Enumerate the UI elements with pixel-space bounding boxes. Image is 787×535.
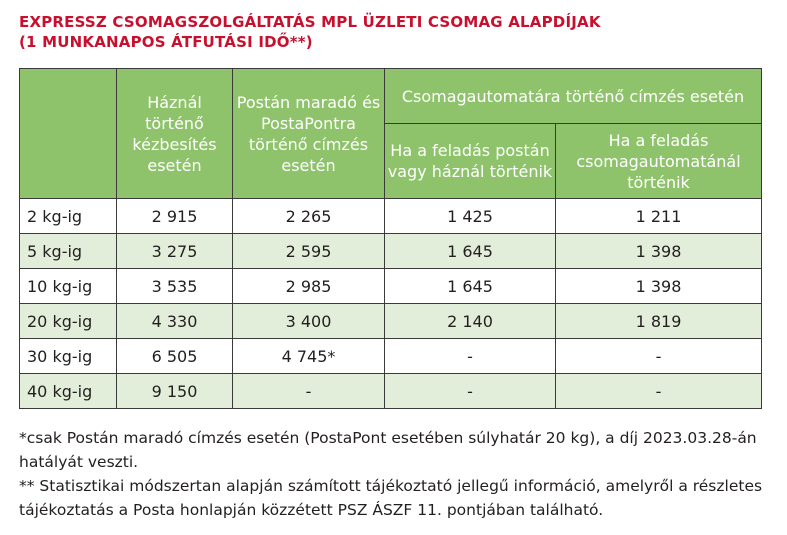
post-price-cell: 4 745*: [233, 339, 385, 374]
header-home-delivery: Háznál történő kézbesítés esetén: [117, 69, 233, 199]
locker-a-price-cell: -: [385, 339, 556, 374]
table-row: [20, 234, 762, 269]
home-price-cell: 4 330: [117, 304, 233, 339]
table-row: [20, 339, 762, 374]
header-locker-from-post: Ha a feladás postán vagy háznál történik: [385, 124, 556, 199]
table-row: [20, 199, 762, 234]
weight-cell: 2 kg-ig: [20, 199, 117, 234]
footnotes: [19, 426, 779, 522]
post-price-cell: 3 400: [233, 304, 385, 339]
locker-a-price-cell: 2 140: [385, 304, 556, 339]
footnote-1: *csak Postán maradó címzés esetén (PostaPont esetében súlyhatár 20 kg), a díj 2023.03.28-án hatályát veszti.: [19, 429, 757, 471]
weight-cell: 20 kg-ig: [20, 304, 117, 339]
locker-b-price-cell: 1 819: [556, 304, 762, 339]
table-row: [20, 304, 762, 339]
weight-cell: 30 kg-ig: [20, 339, 117, 374]
home-price-cell: 2 915: [117, 199, 233, 234]
home-price-cell: 3 535: [117, 269, 233, 304]
page-title: [19, 12, 779, 52]
locker-b-price-cell: -: [556, 339, 762, 374]
table-row: [20, 269, 762, 304]
locker-b-price-cell: 1 398: [556, 234, 762, 269]
home-price-cell: 9 150: [117, 374, 233, 409]
locker-a-price-cell: 1 425: [385, 199, 556, 234]
locker-a-price-cell: 1 645: [385, 234, 556, 269]
table-row: [20, 374, 762, 409]
header-parcel-locker: Csomagautomatára történő címzés esetén: [385, 69, 762, 124]
locker-a-price-cell: -: [385, 374, 556, 409]
weight-cell: 40 kg-ig: [20, 374, 117, 409]
post-price-cell: 2 985: [233, 269, 385, 304]
post-price-cell: -: [233, 374, 385, 409]
header-weight-empty: [20, 69, 117, 199]
post-price-cell: 2 265: [233, 199, 385, 234]
locker-b-price-cell: -: [556, 374, 762, 409]
title-line-1: EXPRESSZ CSOMAGSZOLGÁLTATÁS MPL ÜZLETI CSOMAG ALAPDÍJAK: [19, 13, 601, 31]
header-locker-from-locker: Ha a feladás csomagautomatánál történik: [556, 124, 762, 199]
locker-b-price-cell: 1 211: [556, 199, 762, 234]
title-line-2: (1 MUNKANAPOS ÁTFUTÁSI IDŐ**): [19, 33, 313, 51]
weight-cell: 5 kg-ig: [20, 234, 117, 269]
header-post-office: Postán maradó és PostaPontra történő címzés esetén: [233, 69, 385, 199]
weight-cell: 10 kg-ig: [20, 269, 117, 304]
locker-b-price-cell: 1 398: [556, 269, 762, 304]
post-price-cell: 2 595: [233, 234, 385, 269]
home-price-cell: 3 275: [117, 234, 233, 269]
home-price-cell: 6 505: [117, 339, 233, 374]
locker-a-price-cell: 1 645: [385, 269, 556, 304]
rates-table: [19, 68, 762, 409]
footnote-2: ** Statisztikai módszertan alapján számított tájékoztató jellegű információ, amelyről a részletes tájékoztatás a Posta honlapján közzétett PSZ ÁSZF 11. pontjában található.: [19, 477, 763, 519]
